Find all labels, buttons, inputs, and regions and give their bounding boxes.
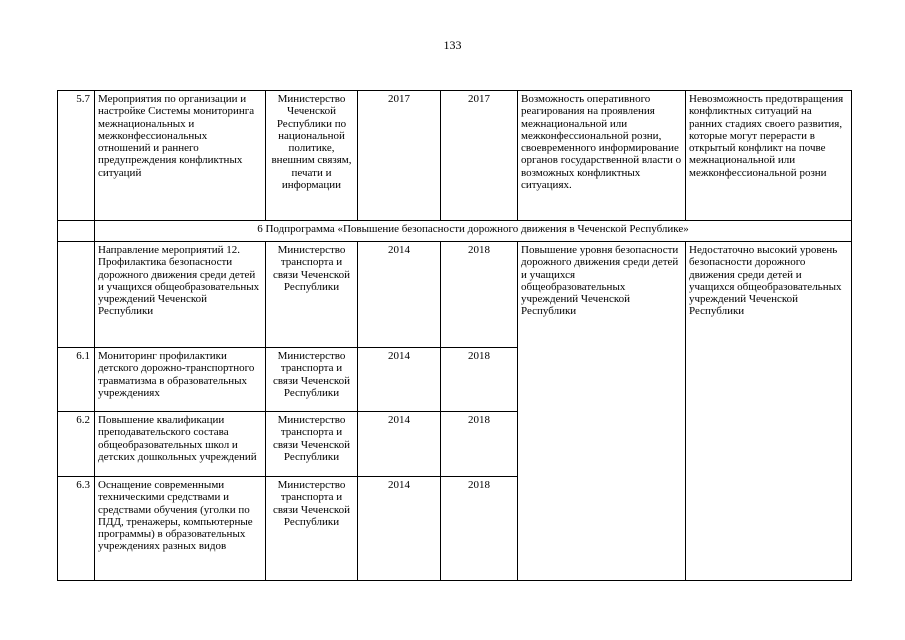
section-header-row bbox=[58, 221, 852, 242]
executor-cell: Министерство транспорта и связи Чеченской Республики bbox=[266, 477, 358, 581]
start-year-cell: 2017 bbox=[358, 91, 441, 221]
start-year-cell: 2014 bbox=[358, 348, 441, 412]
row-number: 5.7 bbox=[58, 91, 95, 221]
section-title: 6 Подпрограмма «Повышение безопасности дорожного движения в Чеченской Республике» bbox=[95, 221, 852, 242]
end-year-cell: 2017 bbox=[441, 91, 518, 221]
end-year-cell: 2018 bbox=[441, 412, 518, 477]
end-year-cell: 2018 bbox=[441, 242, 518, 348]
row-number: 6.3 bbox=[58, 477, 95, 581]
row-number: 6.2 bbox=[58, 412, 95, 477]
consequence-cell: Невозможность предотвращения конфликтных ситуаций на ранних стадиях своего развития, которые могут перерасти в открытый конфликт на почве межнациональной или межконфессиональной розни bbox=[686, 91, 852, 221]
event-cell: Мониторинг профилактики детского дорожно-транспортного травматизма в образовательных учреждениях bbox=[95, 348, 266, 412]
event-cell: Повышение квалификации преподавательского состава общеобразовательных школ и детских дошкольных учреждений bbox=[95, 412, 266, 477]
executor-cell: Министерство Чеченской Республики по национальной политике, внешним связям, печати и информации bbox=[266, 91, 358, 221]
start-year-cell: 2014 bbox=[358, 242, 441, 348]
executor-cell: Министерство транспорта и связи Чеченской Республики bbox=[266, 348, 358, 412]
table-row-5-7 bbox=[58, 91, 852, 221]
table-row-direction-12 bbox=[58, 242, 852, 348]
program-table bbox=[57, 90, 852, 581]
row-number bbox=[58, 242, 95, 348]
event-cell: Оснащение современными техническими средствами и средствами обучения (уголки по ПДД, тренажеры, компьютерные программы) в образовательных учреждениях разных видов bbox=[95, 477, 266, 581]
start-year-cell: 2014 bbox=[358, 477, 441, 581]
consequence-cell: Недостаточно высокий уровень безопасности дорожного движения среди детей и учащихся общеобразовательных учреждений Чеченской Республики bbox=[686, 242, 852, 581]
row-number: 6.1 bbox=[58, 348, 95, 412]
end-year-cell: 2018 bbox=[441, 348, 518, 412]
executor-cell: Министерство транспорта и связи Чеченской Республики bbox=[266, 412, 358, 477]
expected-result-cell: Повышение уровня безопасности дорожного движения среди детей и учащихся общеобразовательных учреждений Чеченской Республики bbox=[518, 242, 686, 581]
event-cell: Мероприятия по организации и настройке Системы мониторинга межнациональных и межконфессиональных отношений и раннего предупреждения конфликтных ситуаций bbox=[95, 91, 266, 221]
start-year-cell: 2014 bbox=[358, 412, 441, 477]
end-year-cell: 2018 bbox=[441, 477, 518, 581]
executor-cell: Министерство транспорта и связи Чеченской Республики bbox=[266, 242, 358, 348]
page-number: 133 bbox=[443, 38, 462, 52]
expected-result-cell: Возможность оперативного реагирования на проявления межнациональной или межконфессиональной розни, своевременного информирование органов государственной власти о возможных конфликтных ситуациях. bbox=[518, 91, 686, 221]
section-number-cell bbox=[58, 221, 95, 242]
event-cell: Направление мероприятий 12. Профилактика безопасности дорожного движения среди детей и учащихся общеобразовательных учреждений Чеченской Республики bbox=[95, 242, 266, 348]
